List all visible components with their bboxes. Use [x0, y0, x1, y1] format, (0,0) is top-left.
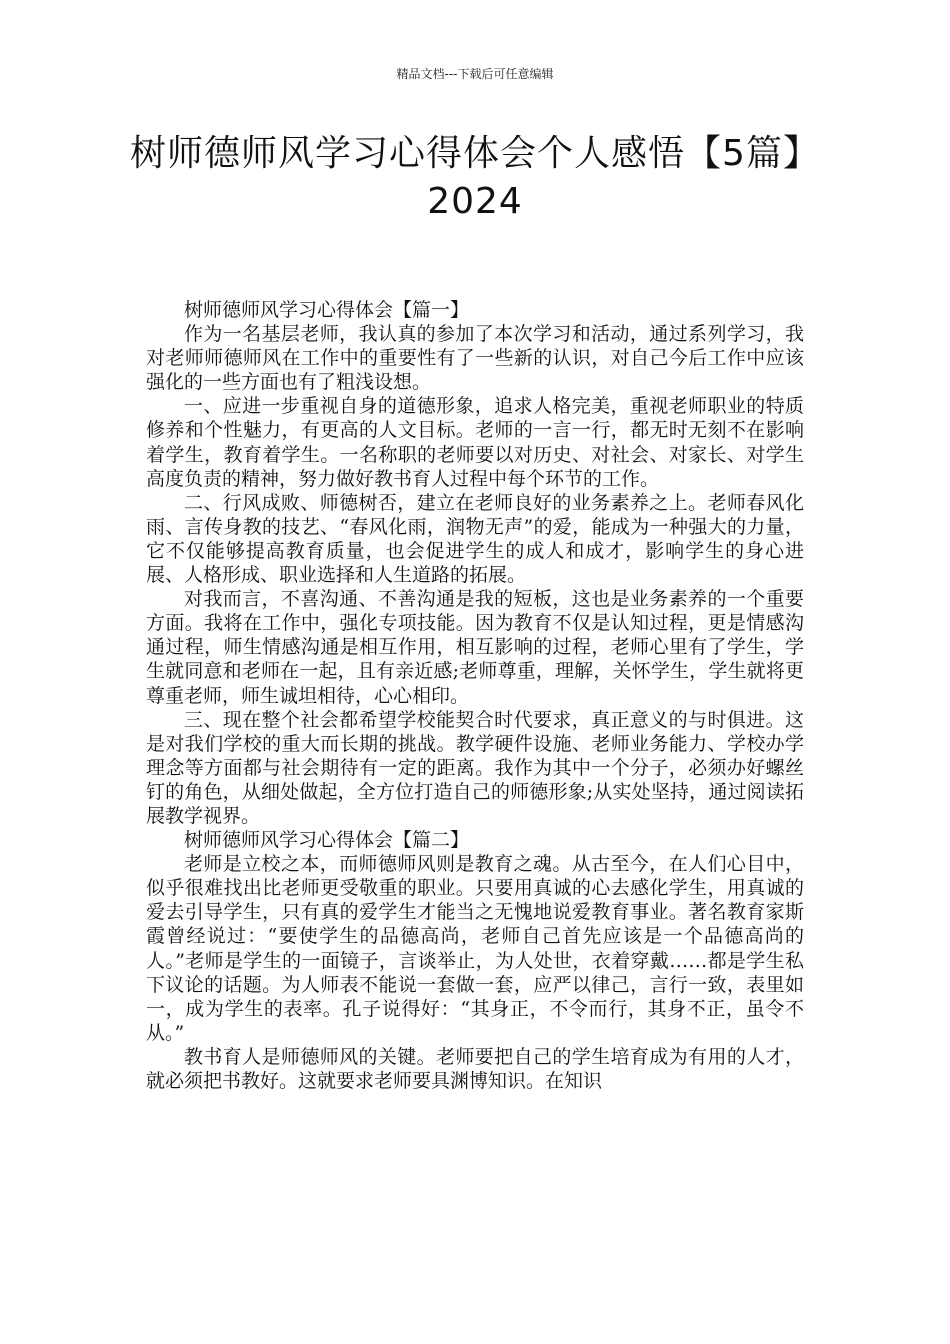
section-heading-1: 树师德师风学习心得体会【篇一】	[184, 299, 470, 321]
paragraph: 二、行风成败、师德树否，建立在老师良好的业务素养之上。老师春风化雨、言传身教的技艺、“春风化雨，润物无声”的爱，能成为一种强大的力量，它不仅能够提高教育质量，也会促进学生的成人和成才，影响学生的身心进展、人格形成、职业选择和人生道路的拓展。	[146, 491, 804, 587]
paragraph: 对我而言，不喜沟通、不善沟通是我的短板，这也是业务素养的一个重要方面。我将在工作中，强化专项技能。因为教育不仅是认知过程，更是情感沟通过程，师生情感沟通是相互作用，相互影响的过程，老师心里有了学生，学生就同意和老师在一起，且有亲近感;老师尊重，理解，关怀学生，学生就将更尊重老师，师生诚坦相待，心心相印。	[146, 588, 804, 707]
paragraph: 一、应进一步重视自身的道德形象，追求人格完美，重视老师职业的特质修养和个性魅力，有更高的人文目标。老师的一言一行，都无时无刻不在影响着学生，教育着学生。一名称职的老师要以对历史、对社会、对家长、对学生高度负责的精神，努力做好教书育人过程中每个环节的工作。	[146, 395, 804, 490]
document-title: 树师德师风学习心得体会个人感悟【5篇】2024	[130, 133, 820, 222]
section-heading-2: 树师德师风学习心得体会【篇二】	[184, 829, 470, 852]
page-header: 精品文档---下载后可任意编辑	[396, 67, 554, 81]
paragraph: 老师是立校之本，而师德师风则是教育之魂。从古至今，在人们心目中，似乎很难找出比老师更受敬重的职业。只要用真诚的心去感化学生，用真诚的爱去引导学生，只有真的爱学生才能当之无愧地说爱教育事业。著名教育家斯霞曾经说过：“要使学生的品德高尚，老师自己首先应该是一个品德高尚的人。”老师是学生的一面镜子，言谈举止，为人处世，衣着穿戴……都是学生私下议论的话题。为人师表不能说一套做一套，应严以律己，言行一致，表里如一，成为学生的表率。孔子说得好：“其身正，不令而行，其身不正，虽令不从。”	[146, 853, 804, 1044]
paragraph: 三、现在整个社会都希望学校能契合时代要求，真正意义的与时俱进。这是对我们学校的重大而长期的挑战。教学硬件设施、老师业务能力、学校办学理念等方面都与社会期待有一定的距离。我作为其中一个分子，必须办好螺丝钉的角色，从细处做起，全方位打造自己的师德形象;从实处坚持，通过阅读拓展教学视界。	[146, 708, 804, 827]
document-body	[146, 298, 804, 1093]
paragraph: 教书育人是师德师风的关键。老师要把自己的学生培育成为有用的人才，就必须把书教好。这就要求老师要具渊博知识。在知识	[146, 1045, 804, 1092]
paragraph: 作为一名基层老师，我认真的参加了本次学习和活动，通过系列学习，我对老师师德师风在工作中的重要性有了一些新的认识，对自己今后工作中应该强化的一些方面也有了粗浅设想。	[146, 323, 804, 394]
